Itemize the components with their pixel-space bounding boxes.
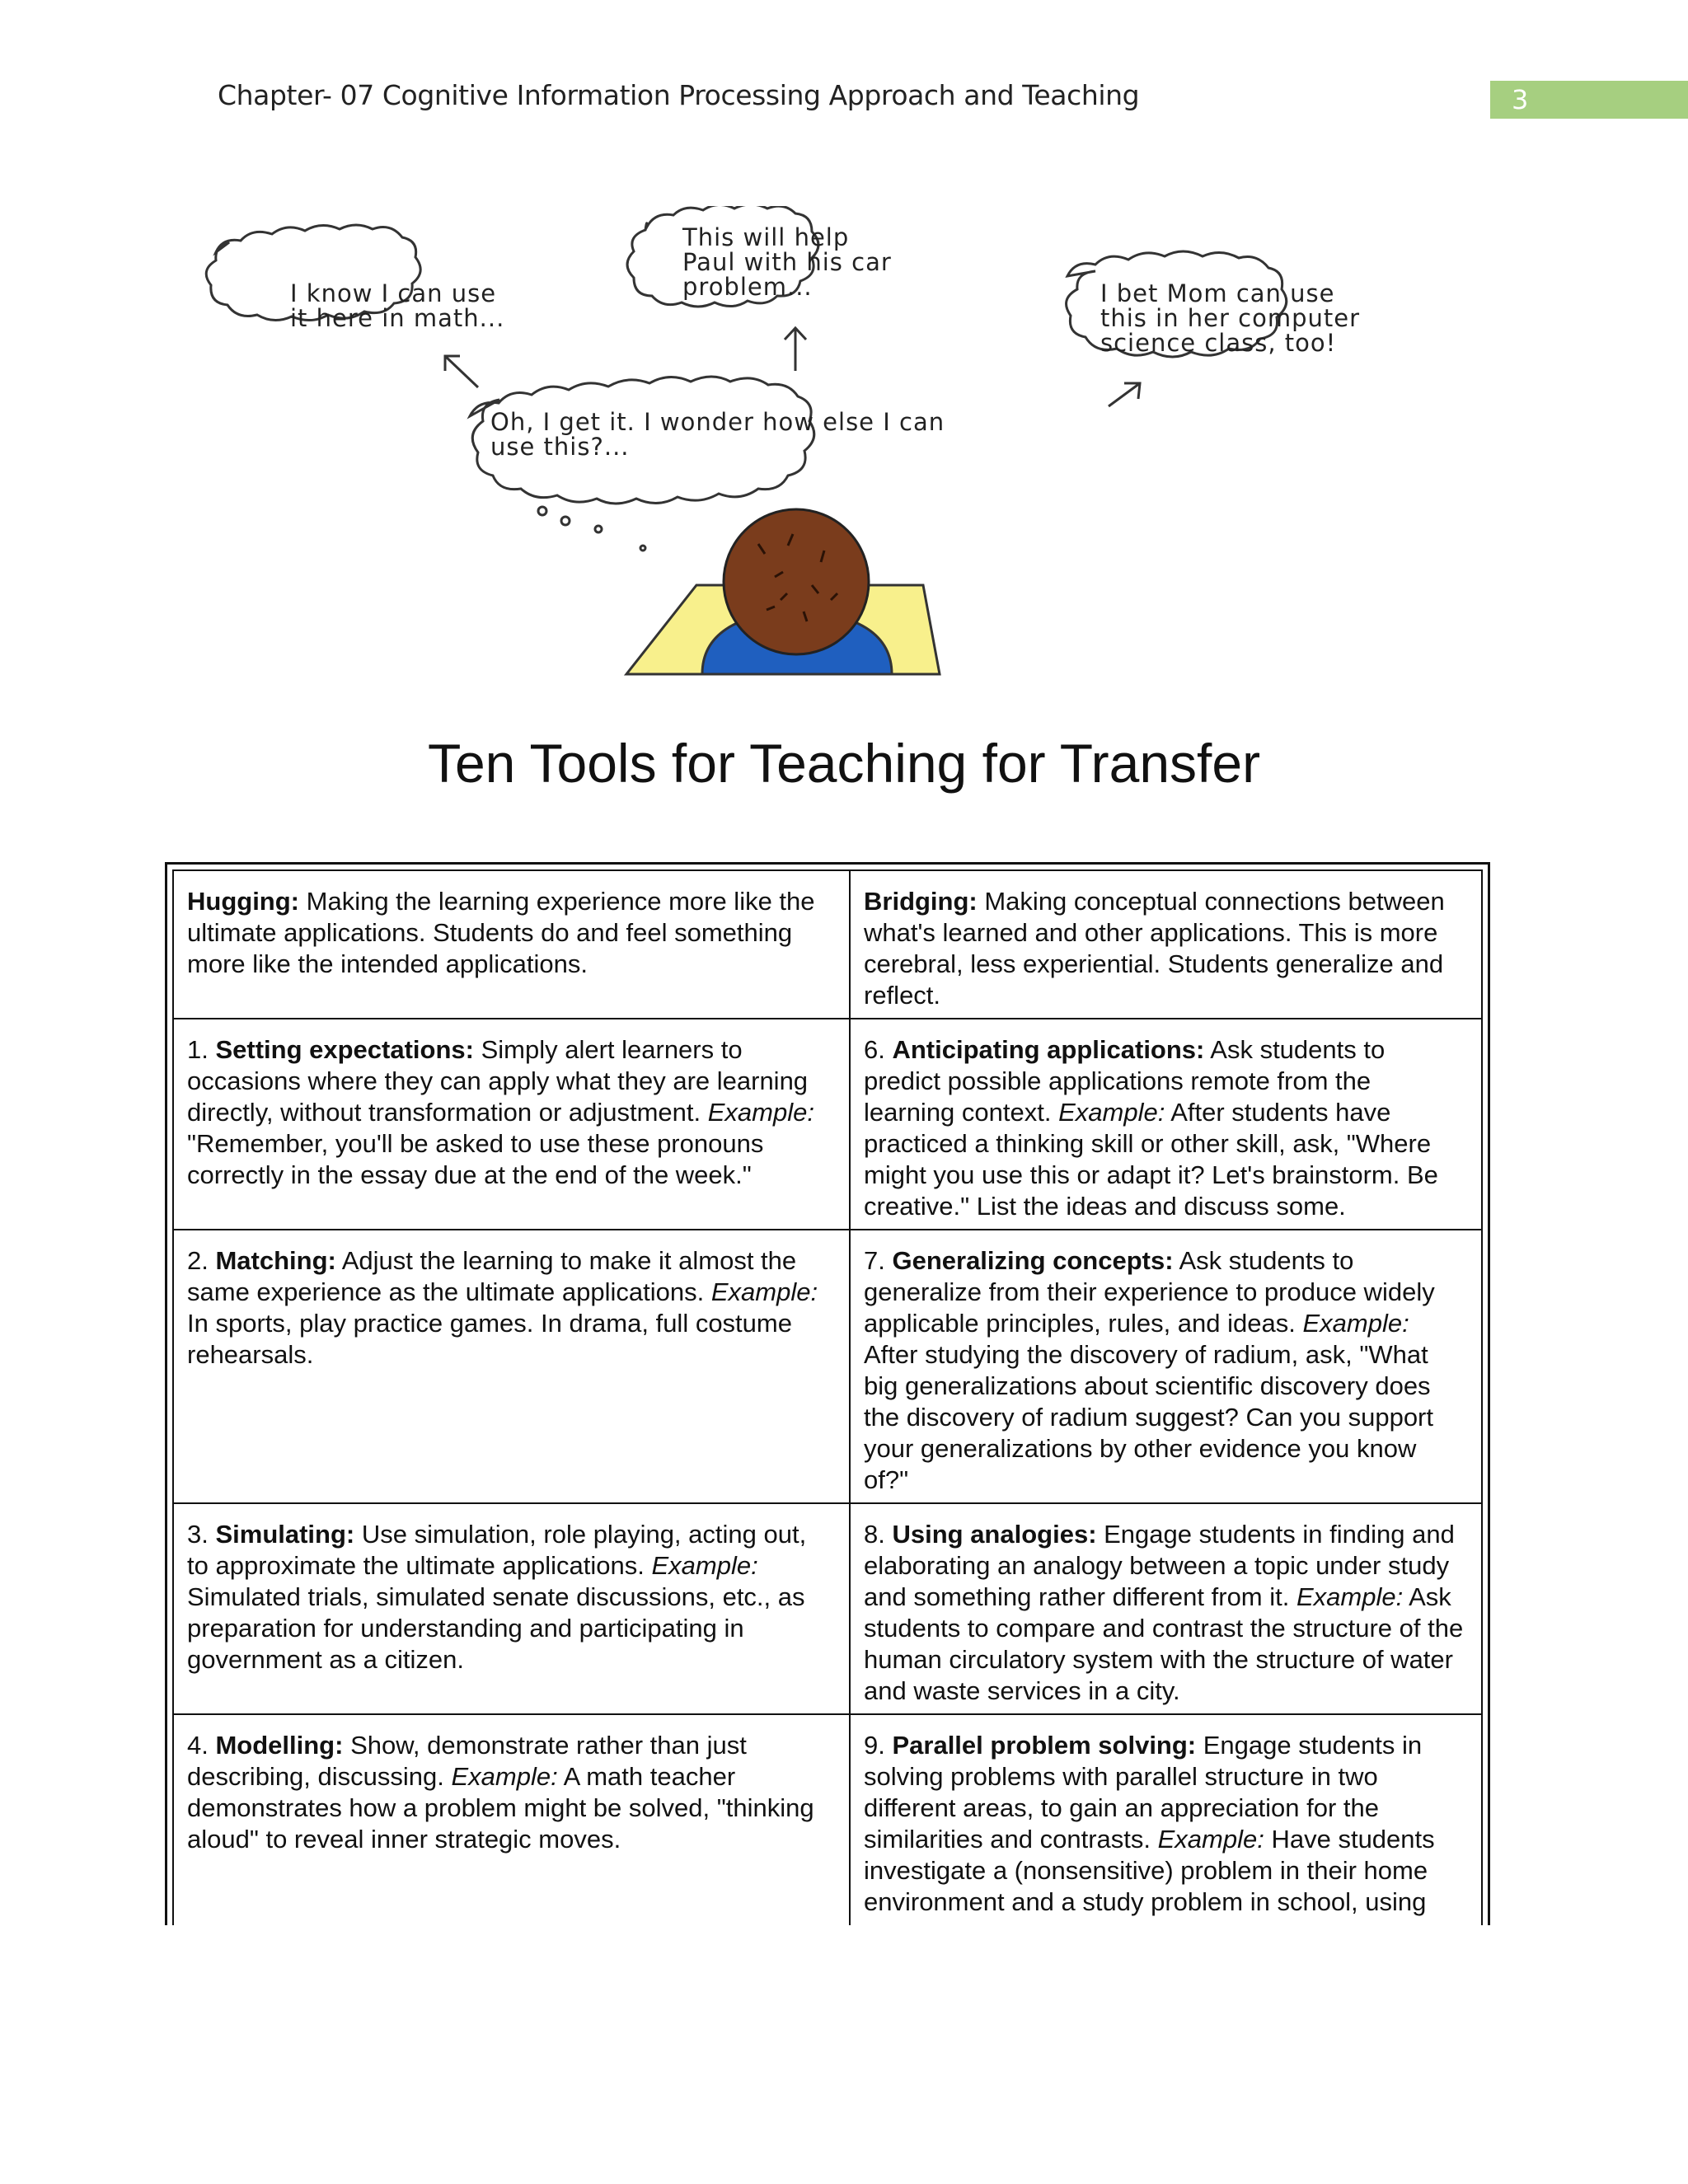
student-figure <box>626 509 940 674</box>
table-header-row <box>174 871 1481 1019</box>
bubble-main-line-2: use this?... <box>490 433 630 461</box>
bubble-left-line-2: it here in math... <box>290 304 505 332</box>
bubble-right-line-2: this in her computer <box>1100 304 1361 332</box>
table-cell: 7. Generalizing concepts: Ask students to generalize from their experience to produce widely applicable principles, rules, and ideas. Example: After studying the discovery of radium, ask, "What big generalizations about scientific discovery does the discovery of radium suggest? Can you support your generalizations by other evidence you know of?" <box>850 1230 1481 1503</box>
table-row <box>174 1714 1481 1925</box>
arrow-icon-up <box>785 328 806 371</box>
arrow-icon-up-right <box>1109 383 1140 406</box>
table-cell: Hugging: Making the learning experience more like the ultimate applications. Students do and feel something more like the intended applications. <box>174 871 850 1019</box>
page-number-badge: 3 <box>1490 81 1688 119</box>
table-cell: 8. Using analogies: Engage students in finding and elaborating an analogy between a topic under study and something rather different from it. Example: Ask students to compare and contrast the structure of the human circulatory system with the structure of water and waste services in a city. <box>850 1503 1481 1714</box>
table-row <box>174 1503 1481 1714</box>
arrow-icon-up-left <box>445 356 478 387</box>
table-cell: 1. Setting expectations: Simply alert learners to occasions where they can apply what they are learning directly, without transformation or adjustment. Example: "Remember, you'll be asked to use these pronouns correctly in the essay due at the end of the week." <box>174 1019 850 1230</box>
bubble-right-line-3: science class, too! <box>1100 329 1337 357</box>
bubble-main-line-1: Oh, I get it. I wonder how else I can <box>490 408 945 436</box>
transfer-illustration <box>198 206 1451 684</box>
running-header: Chapter- 07 Cognitive Information Processing Approach and Teaching <box>218 79 1140 111</box>
bubble-right-line-1: I bet Mom can use <box>1100 279 1335 307</box>
table-row <box>174 1019 1481 1230</box>
table-cell: Bridging: Making conceptual connections between what's learned and other applications. This is more cerebral, less experiential. Students generalize and reflect. <box>850 871 1481 1019</box>
table-row <box>174 1230 1481 1503</box>
table-cell: 6. Anticipating applications: Ask students to predict possible applications remote from the learning context. Example: After students have practiced a thinking skill or other skill, ask, "Where might you use this or adapt it? Let's brainstorm. Be creative." List the ideas and discuss some. <box>850 1019 1481 1230</box>
table-cell: 3. Simulating: Use simulation, role playing, acting out, to approximate the ultimate applications. Example: Simulated trials, simulated senate discussions, etc., as preparation for understanding and participating in government as a citizen. <box>174 1503 850 1714</box>
head <box>724 509 869 654</box>
bubble-center-line-3: problem... <box>682 273 813 301</box>
bubble-center-line-1: This will help <box>682 223 850 251</box>
table-cell: 2. Matching: Adjust the learning to make it almost the same experience as the ultimate applications. Example: In sports, play practice games. In drama, full costume rehearsals. <box>174 1230 850 1503</box>
thought-dots <box>538 507 645 551</box>
page-title: Ten Tools for Teaching for Transfer <box>427 733 1261 794</box>
bubble-left-line-1: I know I can use <box>290 279 497 307</box>
transfer-tools-table <box>165 862 1490 1925</box>
table-cell: 4. Modelling: Show, demonstrate rather than just describing, discussing. Example: A math teacher demonstrates how a problem might be solved, "thinking aloud" to reveal inner strategic moves. <box>174 1714 850 1925</box>
bubble-center-line-2: Paul with his car <box>682 248 892 276</box>
table-cell: 9. Parallel problem solving: Engage students in solving problems with parallel structure in two different areas, to gain an appreciation for the similarities and contrasts. Example: Have students investigate a (nonsensitive) problem in their home environment and a study problem in school, using <box>850 1714 1481 1925</box>
